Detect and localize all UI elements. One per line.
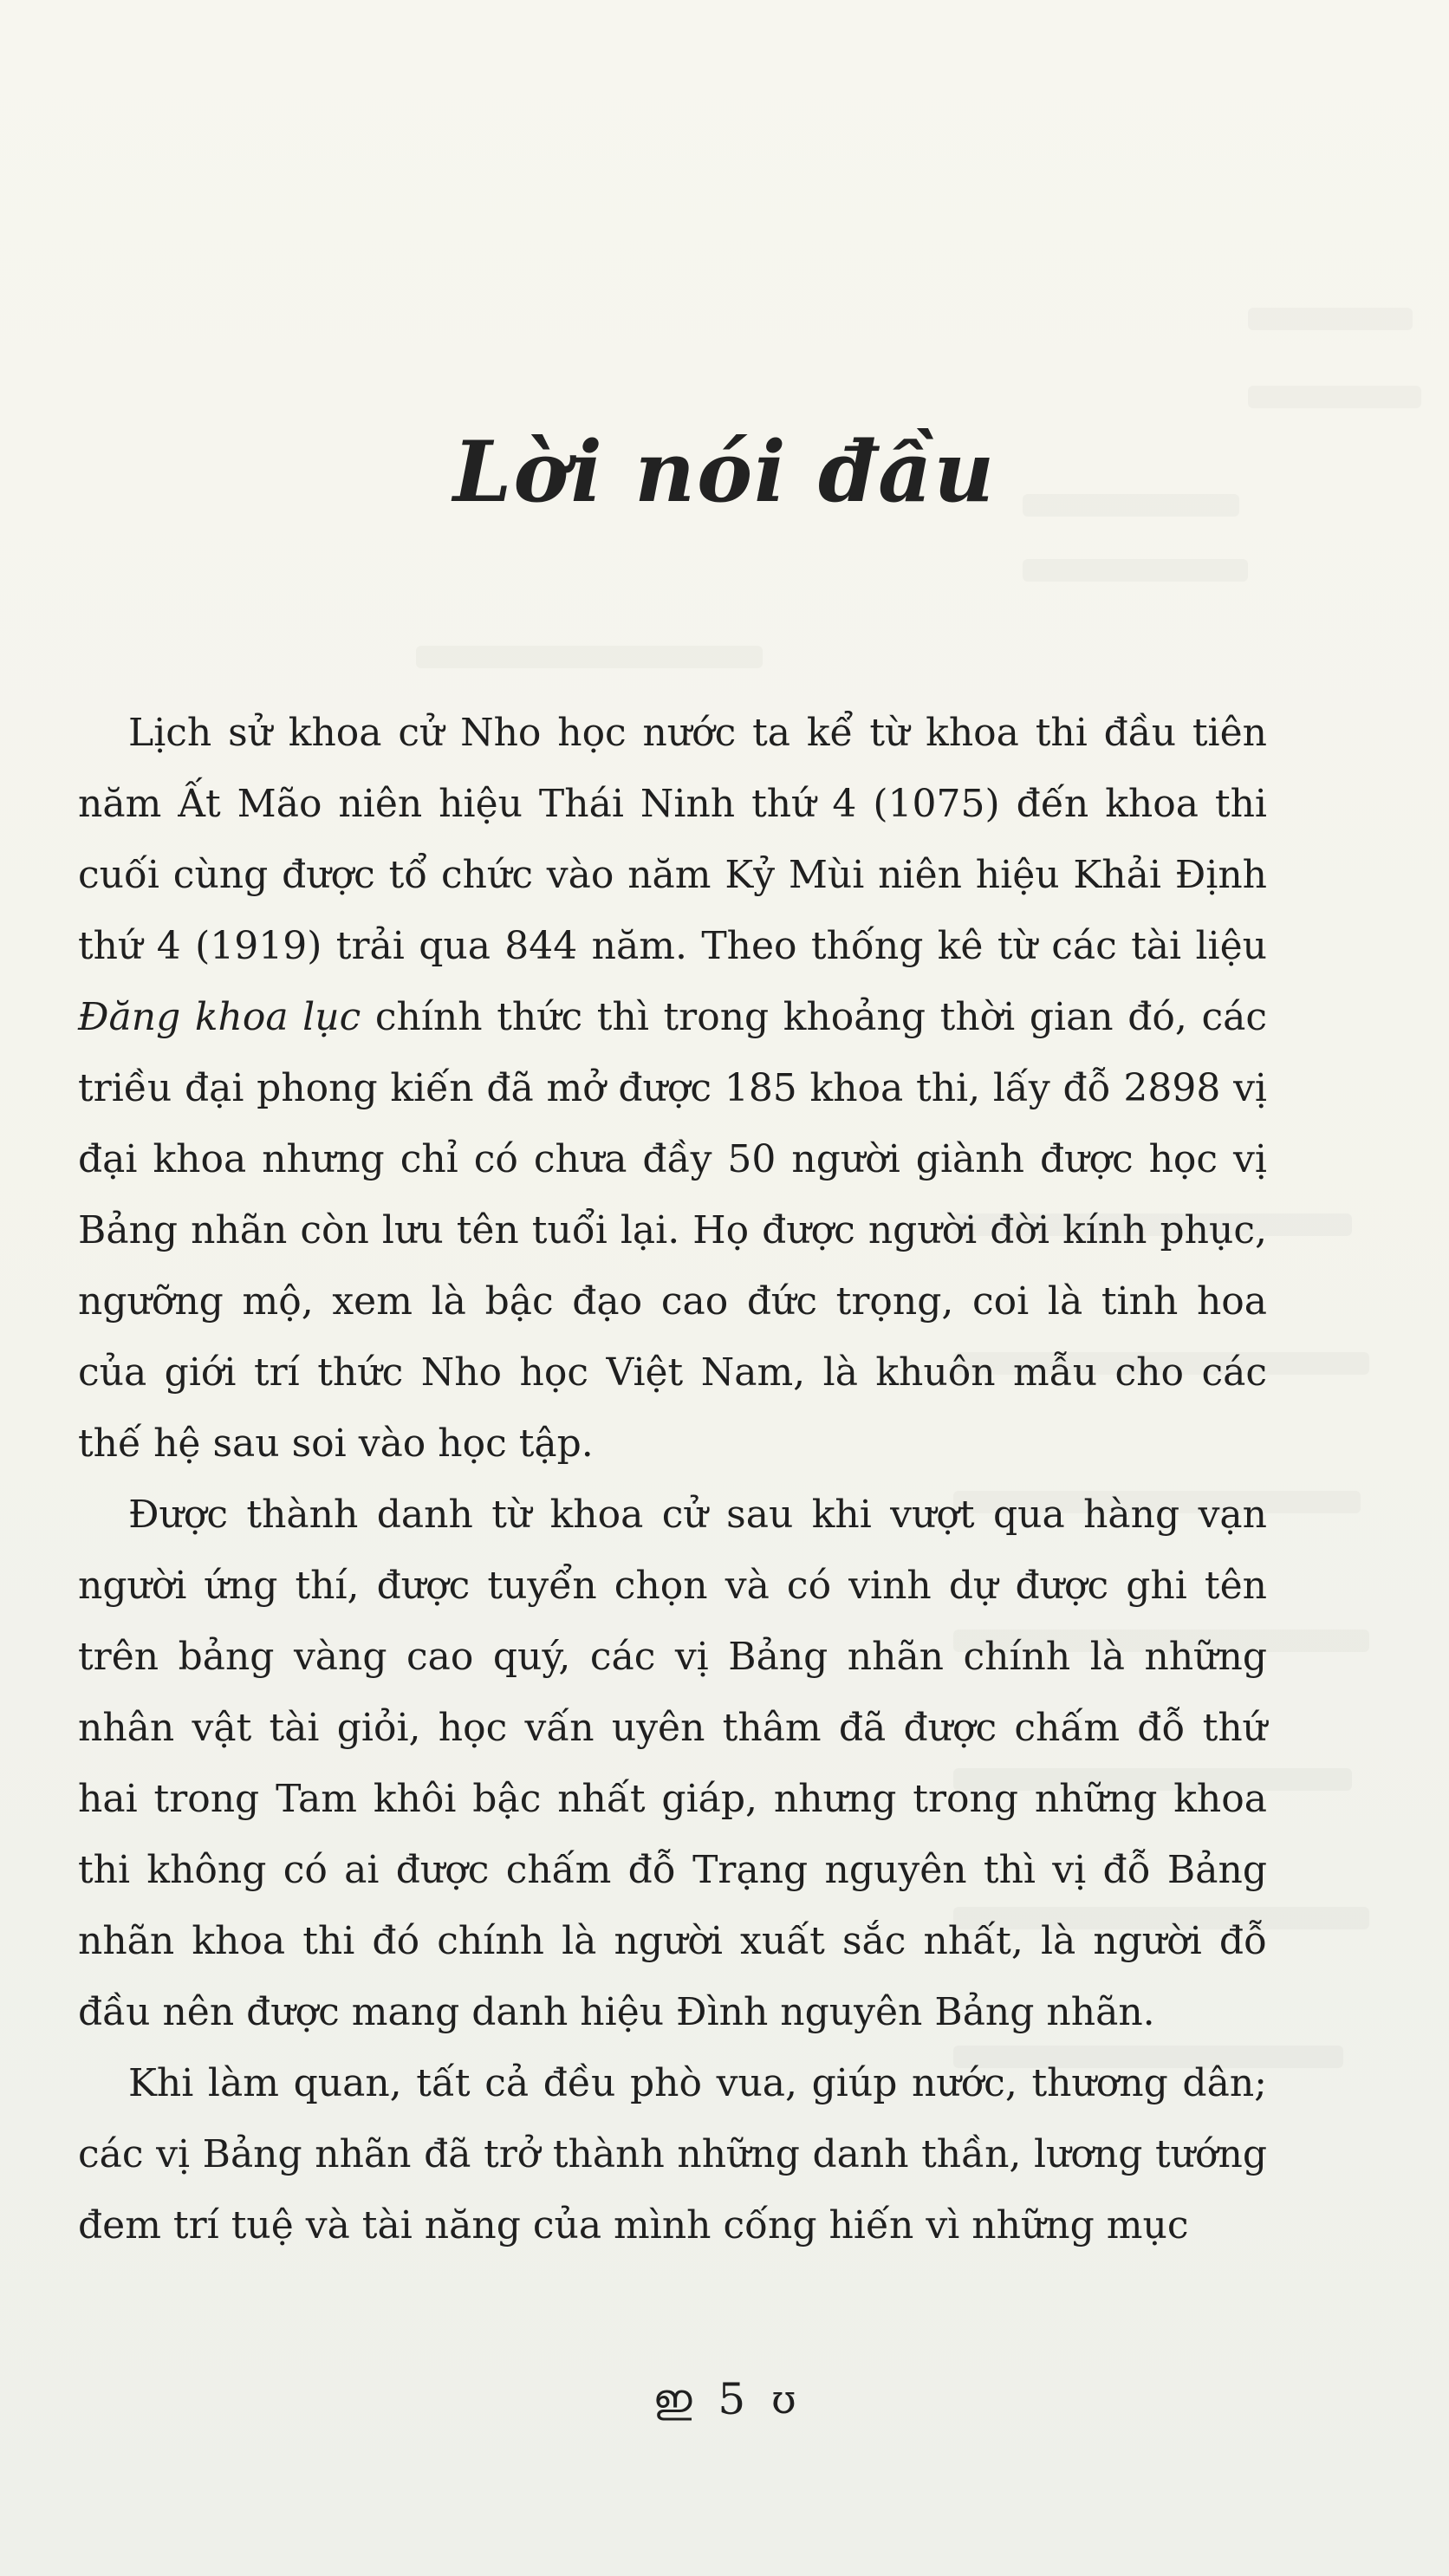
body-text [78,698,1267,2261]
paragraph-1-text-start: Lịch sử khoa cử Nho học nước ta kể từ khoa thi đầu tiên năm Ất Mão niên hiệu Thái Ninh thứ 4 (1075) đến khoa thi cuối cùng được tổ chức vào năm Kỷ Mùi niên hiệu Khải Định thứ 4 (1919) trải qua 844 năm. Theo thống kê từ các tài liệu [78,711,1267,968]
paragraph-2: Được thành danh từ khoa cử sau khi vượt qua hàng vạn người ứng thí, được tuyển chọn và có vinh dự được ghi tên trên bảng vàng cao quý, các vị Bảng nhãn chính là những nhân vật tài giỏi, học vấn uyên thâm đã được chấm đỗ thứ hai trong Tam khôi bậc nhất giáp, nhưng trong những khoa thi không có ai được chấm đỗ Trạng nguyên thì vị đỗ Bảng nhãn khoa thi đó chính là người xuất sắc nhất, là người đỗ đầu nên được mang danh hiệu Đình nguyên Bảng nhãn. [78,1493,1267,2034]
book-title-emphasis: Đăng khoa lục [78,995,361,1039]
paragraph-1 [78,698,1267,1480]
chapter-title: Lời nói đầu [452,423,997,521]
paragraph-1-text-end: chính thức thì trong khoảng thời gian đó, các triều đại phong kiến đã mở được 185 khoa thi, lấy đỗ 2898 vị đại khoa nhưng chỉ có chưa đầy 50 người giành được học vị Bảng nhãn còn lưu tên tuổi lại. Họ được người đời kính phục, ngưỡng mộ, xem là bậc đạo cao đức trọng, coi là tinh hoa của giới trí thức Nho học Việt Nam, là khuôn mẫu cho các thế hệ sau soi vào học tập. [78,995,1268,1466]
left-ornament-icon: ഇ [653,2375,692,2422]
page-number: 5 [718,2374,746,2424]
page-number-footer [0,2371,1449,2424]
paragraph-3: Khi làm quan, tất cả đều phò vua, giúp nước, thương dân; các vị Bảng nhãn đã trở thành những danh thần, lương tướng đem trí tuệ và tài năng của mình cống hiến vì những mục [78,2061,1267,2247]
right-ornament-icon: ʊ [771,2376,796,2423]
